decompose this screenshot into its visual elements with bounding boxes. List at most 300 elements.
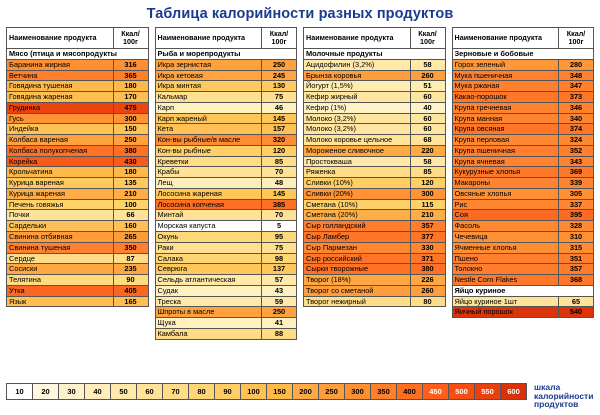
food-name: Икра минтая <box>155 81 262 92</box>
section-title-row <box>304 49 446 60</box>
table-row <box>155 264 297 275</box>
table-row <box>155 92 297 103</box>
food-kcal: 380 <box>410 264 445 275</box>
food-name: Печень говяжья <box>7 199 114 210</box>
table-row <box>304 285 446 296</box>
food-kcal: 315 <box>559 242 594 253</box>
table-row <box>155 145 297 156</box>
food-name: Крупа ячневая <box>452 156 559 167</box>
food-kcal: 70 <box>262 167 297 178</box>
food-kcal: 48 <box>262 178 297 189</box>
food-name: Крупа пшеничная <box>452 145 559 156</box>
food-name: Сыр голландский <box>304 221 411 232</box>
food-table <box>155 27 298 340</box>
food-name: Окунь <box>155 232 262 243</box>
food-name: Кон-вы рыбные <box>155 145 262 156</box>
food-name: Карп жареный <box>155 113 262 124</box>
scale-tick: 10 <box>6 383 33 400</box>
food-kcal: 265 <box>113 232 148 243</box>
food-name: Креветки <box>155 156 262 167</box>
table-row <box>155 59 297 70</box>
page-title: Таблица калорийности разных продуктов <box>146 6 454 22</box>
food-kcal: 70 <box>262 210 297 221</box>
table-row <box>304 156 446 167</box>
food-name: Толокно <box>452 264 559 275</box>
food-kcal: 475 <box>113 102 148 113</box>
food-kcal: 330 <box>410 242 445 253</box>
food-name: Творог нежирный <box>304 296 411 307</box>
table-column <box>452 27 595 340</box>
food-kcal: 343 <box>559 156 594 167</box>
table-row <box>452 264 594 275</box>
header-name: Наименование продукта <box>452 28 559 49</box>
table-row <box>155 210 297 221</box>
table-row <box>304 253 446 264</box>
food-kcal: 350 <box>113 242 148 253</box>
scale-tick: 40 <box>84 383 111 400</box>
table-row <box>452 145 594 156</box>
food-kcal: 320 <box>262 135 297 146</box>
table-row <box>452 102 594 113</box>
food-name: Кукурузные хлопья <box>452 167 559 178</box>
table-row <box>7 264 149 275</box>
food-name: Морская капуста <box>155 221 262 232</box>
table-row <box>452 113 594 124</box>
food-kcal: 365 <box>113 70 148 81</box>
table-row <box>155 242 297 253</box>
food-kcal: 369 <box>559 167 594 178</box>
food-name: Сливки (20%) <box>304 188 411 199</box>
table-row <box>304 275 446 286</box>
section-title: Рыба и морепродукты <box>155 49 297 60</box>
table-row <box>7 156 149 167</box>
food-kcal: 260 <box>410 285 445 296</box>
table-row <box>155 221 297 232</box>
food-name: Ячменные хлопья <box>452 242 559 253</box>
table-row <box>7 210 149 221</box>
table-row <box>452 135 594 146</box>
food-name: Икра кетовая <box>155 70 262 81</box>
food-kcal: 59 <box>262 296 297 307</box>
table-row <box>452 70 594 81</box>
food-name: Курица жареная <box>7 188 114 199</box>
food-name: Сельдь атлантическая <box>155 275 262 286</box>
scale-tick: 90 <box>214 383 241 400</box>
food-name: Крупа манная <box>452 113 559 124</box>
food-name: Молоко (3,2%) <box>304 124 411 135</box>
table-row <box>304 81 446 92</box>
food-kcal: 374 <box>559 124 594 135</box>
food-kcal: 85 <box>262 156 297 167</box>
food-name: Севрюга <box>155 264 262 275</box>
food-name: Ветчина <box>7 70 114 81</box>
food-kcal: 160 <box>113 221 148 232</box>
table-row <box>155 167 297 178</box>
calorie-scale <box>6 383 600 409</box>
food-kcal: 40 <box>410 102 445 113</box>
table-header-row <box>304 28 446 49</box>
food-kcal: 235 <box>113 264 148 275</box>
table-row <box>304 264 446 275</box>
scale-tick: 80 <box>188 383 215 400</box>
table-row <box>7 242 149 253</box>
food-kcal: 43 <box>262 285 297 296</box>
table-row <box>155 253 297 264</box>
food-kcal: 51 <box>410 81 445 92</box>
scale-tick: 250 <box>318 383 345 400</box>
food-name: Фасоль <box>452 221 559 232</box>
table-row <box>452 178 594 189</box>
table-row <box>7 199 149 210</box>
food-kcal: 280 <box>559 59 594 70</box>
food-name: Корейка <box>7 156 114 167</box>
table-row <box>155 135 297 146</box>
food-name: Икра зернистая <box>155 59 262 70</box>
table-row <box>155 113 297 124</box>
table-row <box>7 92 149 103</box>
scale-tick: 60 <box>136 383 163 400</box>
table-row <box>304 242 446 253</box>
food-kcal: 260 <box>410 70 445 81</box>
table-row <box>304 221 446 232</box>
food-name: Колбаса вареная <box>7 135 114 146</box>
food-name: Свинина отбивная <box>7 232 114 243</box>
scale-tick: 100 <box>240 383 267 400</box>
food-kcal: 170 <box>113 92 148 103</box>
food-kcal: 60 <box>410 92 445 103</box>
food-name: Крабы <box>155 167 262 178</box>
food-kcal: 339 <box>559 178 594 189</box>
section-title: Зерновые и бобовые <box>452 49 594 60</box>
table-row <box>7 102 149 113</box>
food-kcal: 165 <box>113 296 148 307</box>
food-name: Сметана (10%) <box>304 199 411 210</box>
section-title-row <box>155 49 297 60</box>
food-name: Судак <box>155 285 262 296</box>
food-name: Яичный порошок <box>452 307 559 318</box>
food-kcal: 80 <box>410 296 445 307</box>
food-kcal: 88 <box>262 328 297 339</box>
food-kcal: 324 <box>559 135 594 146</box>
table-row <box>155 156 297 167</box>
food-kcal: 226 <box>410 275 445 286</box>
table-row <box>304 59 446 70</box>
table-row <box>304 124 446 135</box>
food-name: Мука пшеничная <box>452 70 559 81</box>
table-row <box>7 113 149 124</box>
food-kcal: 85 <box>410 167 445 178</box>
header-kcal: Ккал/ 100г <box>262 28 297 49</box>
food-name: Лососина жареная <box>155 188 262 199</box>
food-name: Курица вареная <box>7 178 114 189</box>
table-row <box>155 275 297 286</box>
food-kcal: 98 <box>262 253 297 264</box>
food-kcal: 57 <box>262 275 297 286</box>
table-row <box>452 156 594 167</box>
table-row <box>452 296 594 307</box>
food-kcal: 385 <box>262 199 297 210</box>
table-row <box>304 113 446 124</box>
table-column <box>6 27 149 340</box>
food-name: Шпроты в масле <box>155 307 262 318</box>
table-row <box>155 81 297 92</box>
food-name: Щука <box>155 318 262 329</box>
scale-label-line1: шкала <box>534 382 561 392</box>
table-row <box>155 307 297 318</box>
food-kcal: 65 <box>559 296 594 307</box>
table-row <box>155 232 297 243</box>
header-kcal: Ккал/ 100г <box>113 28 148 49</box>
food-name: Пшено <box>452 253 559 264</box>
table-row <box>7 221 149 232</box>
food-name: Баранина жирная <box>7 59 114 70</box>
food-name: Творог со сметаной <box>304 285 411 296</box>
food-name: Рис <box>452 199 559 210</box>
food-name: Nestle Corn Flakes <box>452 275 559 286</box>
table-row <box>304 188 446 199</box>
food-kcal: 357 <box>559 264 594 275</box>
food-name: Сырки творожные <box>304 264 411 275</box>
food-name: Крольчатина <box>7 167 114 178</box>
food-name: Простокваша <box>304 156 411 167</box>
food-name: Чечевица <box>452 232 559 243</box>
table-row <box>7 232 149 243</box>
food-name: Крупа перловая <box>452 135 559 146</box>
table-row <box>304 70 446 81</box>
food-name: Брынза коровья <box>304 70 411 81</box>
scale-tick: 20 <box>32 383 59 400</box>
food-name: Карп <box>155 102 262 113</box>
table-row <box>304 296 446 307</box>
food-name: Сметана (20%) <box>304 210 411 221</box>
table-row <box>7 178 149 189</box>
food-kcal: 348 <box>559 70 594 81</box>
scale-tick: 150 <box>266 383 293 400</box>
scale-tick: 300 <box>344 383 371 400</box>
food-kcal: 351 <box>559 253 594 264</box>
scale-label <box>534 383 600 409</box>
food-name: Кальмар <box>155 92 262 103</box>
food-kcal: 120 <box>410 178 445 189</box>
food-kcal: 75 <box>262 92 297 103</box>
scale-tick: 550 <box>474 383 501 400</box>
table-row <box>7 145 149 156</box>
food-name: Йогурт (1,5%) <box>304 81 411 92</box>
food-name: Молоко (3,2%) <box>304 113 411 124</box>
table-row <box>304 167 446 178</box>
food-kcal: 145 <box>262 113 297 124</box>
table-row <box>304 92 446 103</box>
table-header-row <box>155 28 297 49</box>
food-kcal: 430 <box>113 156 148 167</box>
table-row <box>7 188 149 199</box>
food-kcal: 300 <box>410 188 445 199</box>
table-row <box>7 296 149 307</box>
food-name: Сардельки <box>7 221 114 232</box>
food-name: Индейка <box>7 124 114 135</box>
table-row <box>155 199 297 210</box>
food-kcal: 305 <box>559 188 594 199</box>
header-kcal: Ккал/ 100г <box>559 28 594 49</box>
food-name: Сердце <box>7 253 114 264</box>
food-kcal: 100 <box>113 199 148 210</box>
table-row <box>452 232 594 243</box>
food-kcal: 120 <box>262 145 297 156</box>
food-kcal: 377 <box>410 232 445 243</box>
scale-tick: 70 <box>162 383 189 400</box>
scale-tick: 500 <box>448 383 475 400</box>
header-name: Наименование продукта <box>7 28 114 49</box>
food-kcal: 60 <box>410 113 445 124</box>
food-kcal: 41 <box>262 318 297 329</box>
food-name: Сливки (10%) <box>304 178 411 189</box>
table-row <box>452 81 594 92</box>
food-name: Говядина тушеная <box>7 81 114 92</box>
table-row <box>304 210 446 221</box>
food-kcal: 250 <box>113 135 148 146</box>
food-name: Ацидофилин (3,2%) <box>304 59 411 70</box>
header-name: Наименование продукта <box>155 28 262 49</box>
scale-tick: 600 <box>500 383 527 400</box>
table-row <box>452 92 594 103</box>
table-row <box>452 59 594 70</box>
scale-tick: 30 <box>58 383 85 400</box>
section-title: Мясо (птица и мясопродукты <box>7 49 149 60</box>
table-row <box>304 199 446 210</box>
food-kcal: 300 <box>113 113 148 124</box>
table-row <box>7 135 149 146</box>
table-row <box>7 167 149 178</box>
food-kcal: 68 <box>410 135 445 146</box>
table-row <box>7 124 149 135</box>
table-row <box>7 275 149 286</box>
food-name: Какао-порошок <box>452 92 559 103</box>
table-row <box>304 135 446 146</box>
food-kcal: 60 <box>410 124 445 135</box>
food-name: Минтай <box>155 210 262 221</box>
food-kcal: 245 <box>262 70 297 81</box>
section-title: Яйцо куриное <box>452 285 594 296</box>
food-name: Макароны <box>452 178 559 189</box>
food-name: Овсяные хлопья <box>452 188 559 199</box>
food-kcal: 368 <box>559 275 594 286</box>
food-kcal: 46 <box>262 102 297 113</box>
table-row <box>155 188 297 199</box>
food-kcal: 316 <box>113 59 148 70</box>
food-name: Соя <box>452 210 559 221</box>
table-row <box>304 145 446 156</box>
table-row <box>155 296 297 307</box>
food-kcal: 5 <box>262 221 297 232</box>
food-name: Крупа овсяная <box>452 124 559 135</box>
food-name: Телятина <box>7 275 114 286</box>
food-kcal: 87 <box>113 253 148 264</box>
food-kcal: 90 <box>113 275 148 286</box>
food-kcal: 540 <box>559 307 594 318</box>
food-kcal: 145 <box>262 188 297 199</box>
food-kcal: 357 <box>410 221 445 232</box>
table-row <box>7 59 149 70</box>
food-name: Сыр Пармезан <box>304 242 411 253</box>
section-title-row <box>452 285 594 296</box>
food-kcal: 250 <box>262 307 297 318</box>
table-column <box>303 27 446 340</box>
table-row <box>452 307 594 318</box>
table-row <box>155 328 297 339</box>
food-kcal: 115 <box>410 199 445 210</box>
table-row <box>304 178 446 189</box>
table-row <box>7 253 149 264</box>
food-name: Сосиски <box>7 264 114 275</box>
food-kcal: 180 <box>113 167 148 178</box>
table-row <box>155 70 297 81</box>
table-row <box>7 81 149 92</box>
food-name: Горох зеленый <box>452 59 559 70</box>
food-name: Треска <box>155 296 262 307</box>
section-title-row <box>452 49 594 60</box>
food-kcal: 346 <box>559 102 594 113</box>
food-name: Колбаса полукопченая <box>7 145 114 156</box>
food-kcal: 380 <box>113 145 148 156</box>
food-name: Сыр Ламбер <box>304 232 411 243</box>
food-name: Яйцо куриное 1шт <box>452 296 559 307</box>
table-row <box>155 124 297 135</box>
food-name: Почки <box>7 210 114 221</box>
food-kcal: 75 <box>262 242 297 253</box>
food-kcal: 135 <box>113 178 148 189</box>
food-kcal: 180 <box>113 81 148 92</box>
scale-tick: 400 <box>396 383 423 400</box>
table-row <box>452 188 594 199</box>
scale-tick: 350 <box>370 383 397 400</box>
header-name: Наименование продукта <box>304 28 411 49</box>
scale-boxes <box>6 383 526 400</box>
food-name: Язык <box>7 296 114 307</box>
food-kcal: 352 <box>559 145 594 156</box>
table-header-row <box>452 28 594 49</box>
table-row <box>452 221 594 232</box>
food-name: Лососина копченая <box>155 199 262 210</box>
food-kcal: 157 <box>262 124 297 135</box>
food-name: Говядина жареная <box>7 92 114 103</box>
food-kcal: 150 <box>113 124 148 135</box>
table-row <box>155 102 297 113</box>
food-name: Мороженое сливочное <box>304 145 411 156</box>
food-name: Кефир (1%) <box>304 102 411 113</box>
food-name: Сыр российский <box>304 253 411 264</box>
table-column <box>155 27 298 340</box>
table-row <box>155 178 297 189</box>
food-name: Молоко коровье цельное <box>304 135 411 146</box>
section-title-row <box>7 49 149 60</box>
food-kcal: 220 <box>410 145 445 156</box>
food-name: Салака <box>155 253 262 264</box>
food-name: Грудинка <box>7 102 114 113</box>
table-row <box>155 285 297 296</box>
food-kcal: 310 <box>559 232 594 243</box>
food-table <box>6 27 149 307</box>
table-row <box>452 242 594 253</box>
food-name: Гусь <box>7 113 114 124</box>
table-columns <box>0 22 600 340</box>
food-name: Ряженка <box>304 167 411 178</box>
food-kcal: 347 <box>559 81 594 92</box>
food-kcal: 395 <box>559 210 594 221</box>
food-name: Кефир жирный <box>304 92 411 103</box>
section-title: Молочные продукты <box>304 49 446 60</box>
food-table <box>452 27 595 318</box>
food-kcal: 58 <box>410 156 445 167</box>
